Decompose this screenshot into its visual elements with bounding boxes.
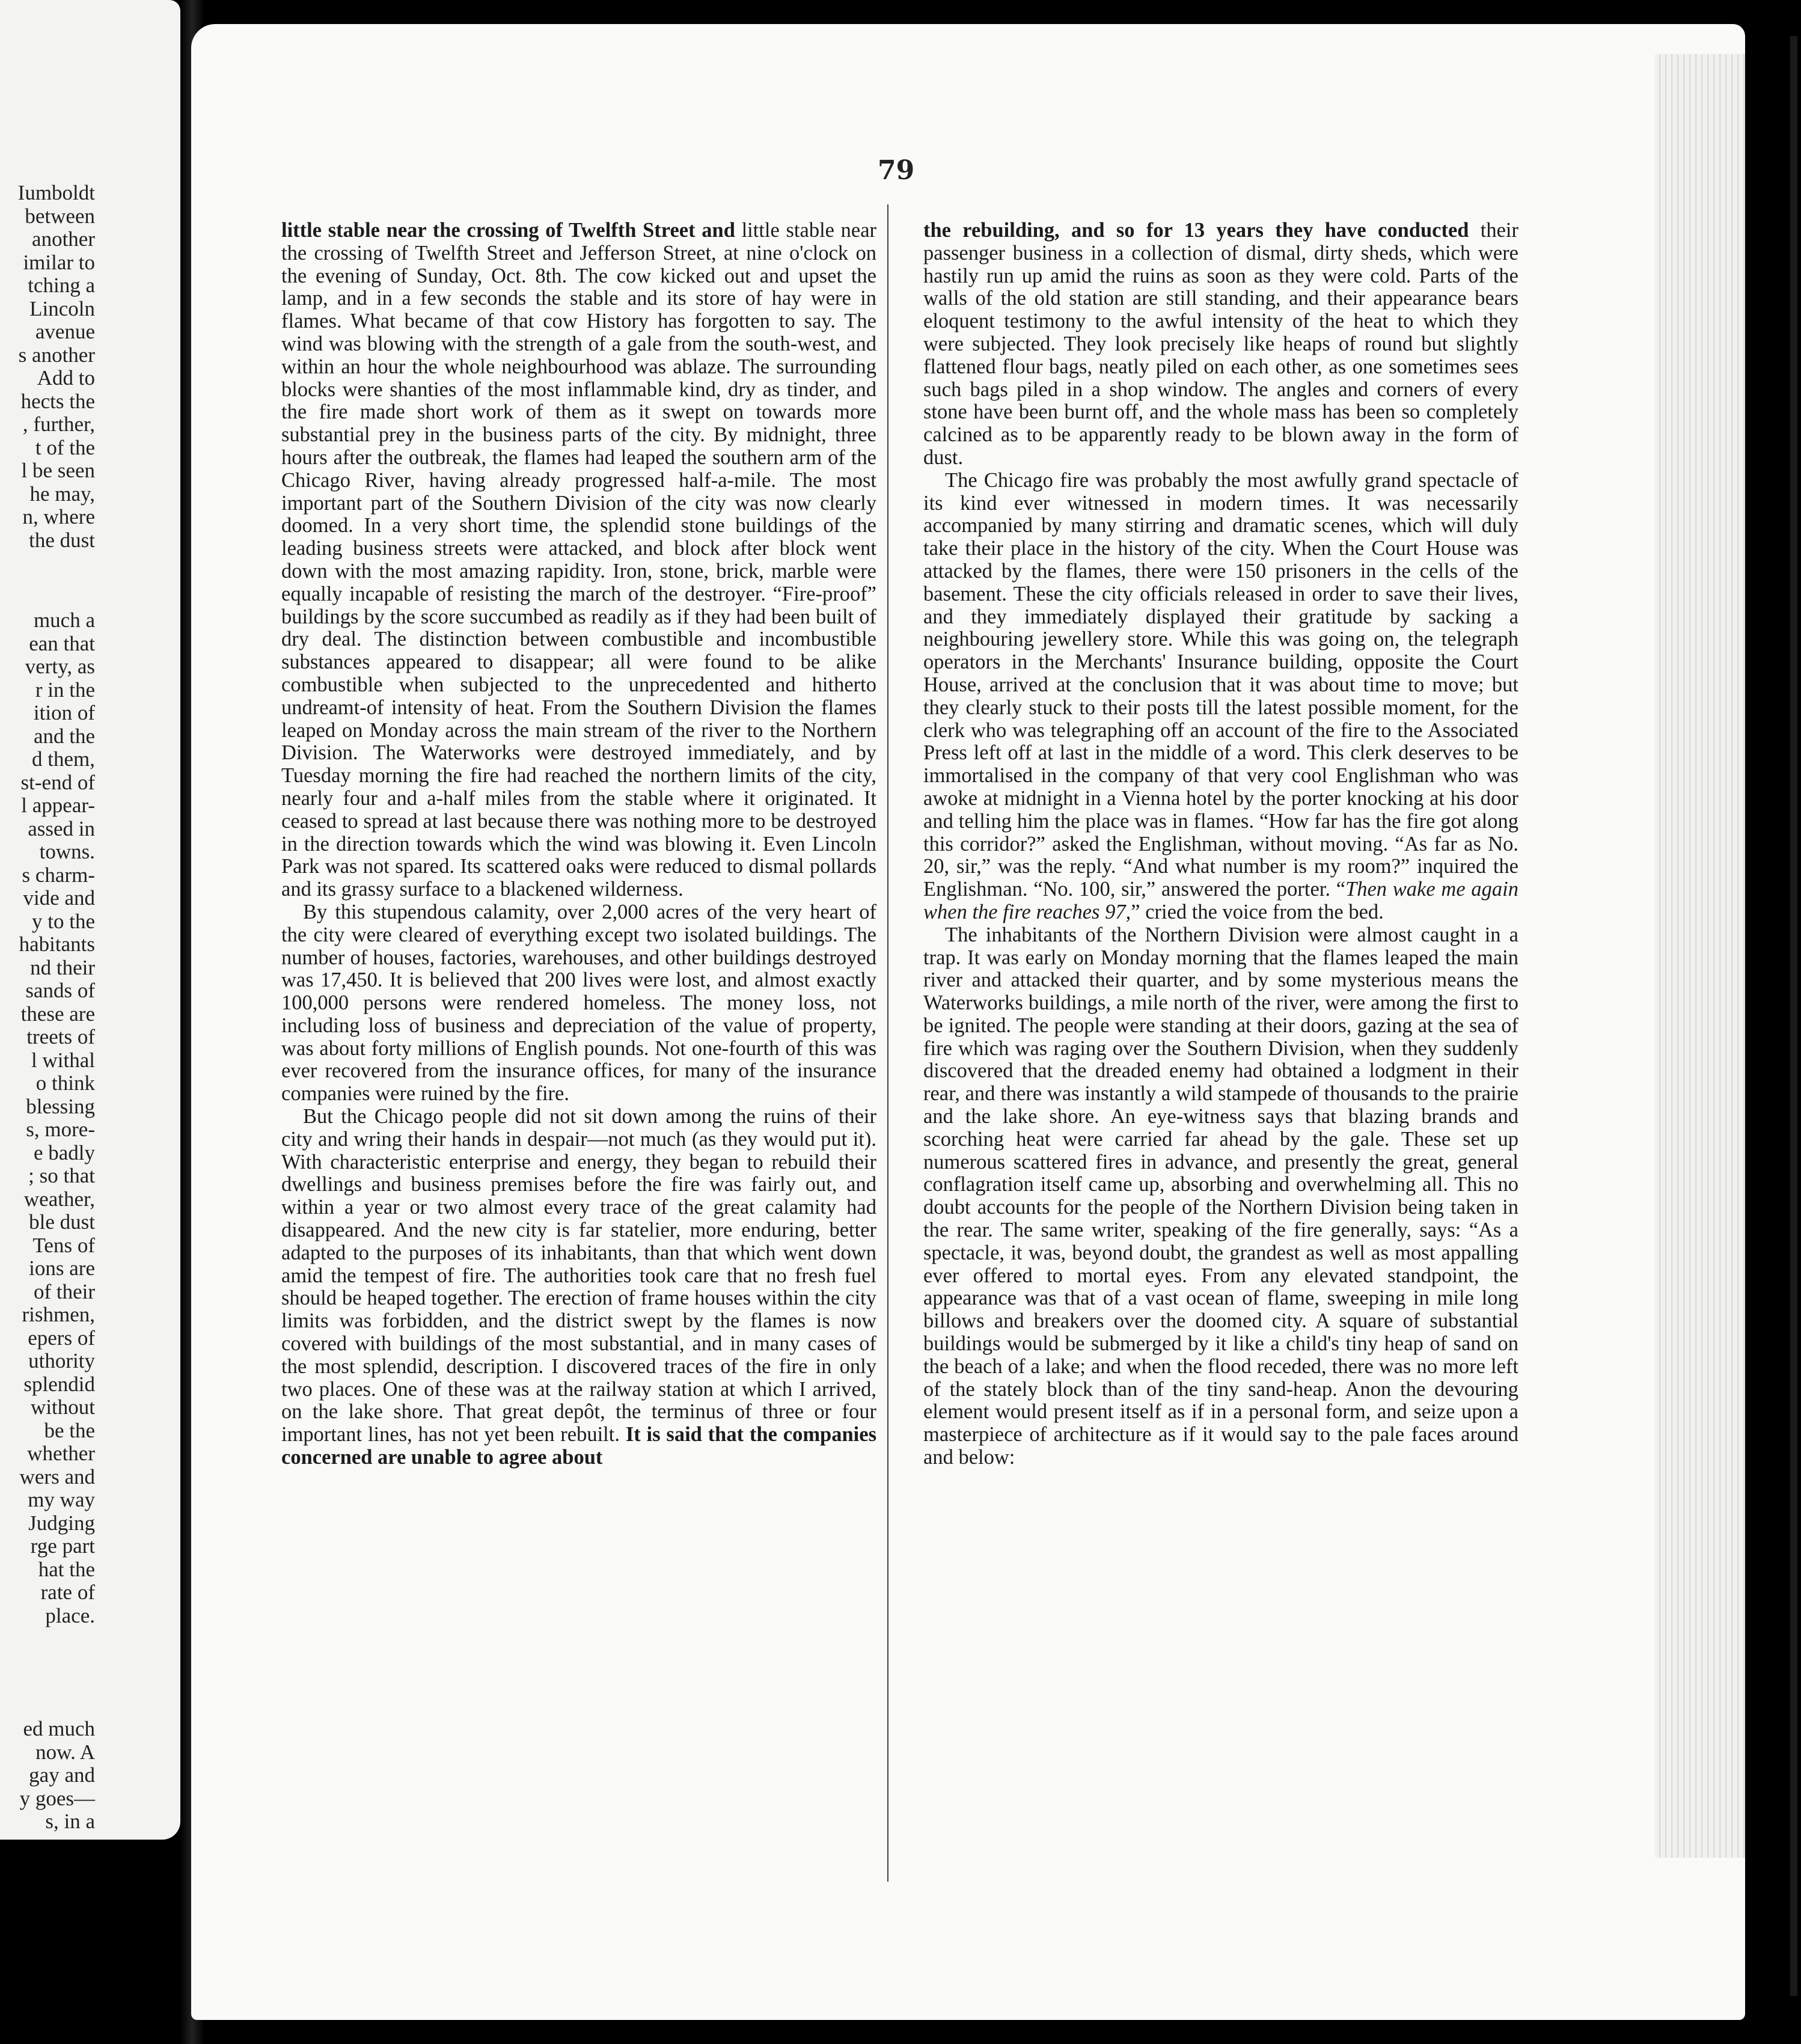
fragment-line: tching a — [28, 274, 95, 297]
fragment-line: Iumboldt — [17, 181, 95, 204]
fragment-line: ition of — [33, 701, 95, 724]
fragment-line: without — [31, 1395, 95, 1419]
paragraph-text: ” cried the voice from the bed. — [1131, 900, 1384, 923]
paragraph-text: But the Chicago people did not sit down among the ruins of their city and wring their hands in despair—not much (as they would put it). With characteristic enterprise and energy, they began to rebuild their dwellings and business premises before the fire was fairly out, and within a year or two almost every trace of the great calamity had disappeared. And the new city is far statelier, more enduring, better adapted to the purposes of its inhabitants, than that which went down amid the tempest of fire. The authorities took care that no fresh fuel should be heaped together. The erection of frame houses within the city limits was forbidden, and the district swept by the flames is now covered with buildings of the most substantial, and in many cases of the most splendid, description. I discovered traces of the fire in only two places. One of these was at the railway station at which I arrived, on the lake shore. That great depôt, the terminus of three or four important lines, has not yet been rebuilt. — [281, 1105, 876, 1446]
fragment-line: gay and — [29, 1763, 95, 1787]
fragment-line: ; so that — [28, 1164, 95, 1187]
fragment-line: epers of — [28, 1326, 95, 1350]
fragment-line: d them, — [32, 747, 95, 771]
paragraph-lead: the rebuilding, and so for 13 years they have conducted — [923, 219, 1469, 242]
fragment-line: l be seen — [21, 459, 95, 482]
fragment-line: s, more- — [26, 1118, 95, 1141]
fragment-line: t of the — [35, 435, 95, 459]
fragment-line: habitants — [19, 932, 95, 956]
left-page-text — [18, 182, 95, 1834]
page-stack-edge — [1655, 54, 1745, 1858]
fragment-line: uthority — [28, 1349, 95, 1372]
fragment-line: blessing — [26, 1094, 95, 1118]
fragment-line: o think — [35, 1071, 95, 1095]
left-page-fragment — [0, 0, 180, 1840]
fragment-line: splendid — [23, 1372, 95, 1396]
fragment-line: Lincoln — [29, 296, 95, 320]
fragment-line: imilar to — [23, 250, 95, 274]
fragment-line: hat the — [38, 1557, 95, 1581]
column-divider — [887, 204, 888, 1882]
fragment-line: n, where — [22, 505, 95, 528]
fragment-line: verty, as — [25, 655, 95, 678]
fragment-line: much a — [33, 608, 95, 632]
fragment-line: y goes— — [19, 1786, 95, 1810]
left-column — [281, 219, 876, 1867]
fragment-line: my way — [28, 1488, 95, 1511]
fragment-line: Tens of — [32, 1233, 95, 1257]
fragment-line: of their — [33, 1279, 95, 1303]
fragment-line: weather, — [23, 1187, 95, 1211]
fragment-line: ed much — [23, 1717, 95, 1740]
fragment-line: be the — [44, 1418, 95, 1442]
fragment-line: Judging — [28, 1511, 95, 1535]
page-number: 79 — [878, 155, 915, 186]
fragment-line: nd their — [30, 955, 95, 979]
fragment-line: ions are — [29, 1256, 95, 1280]
paragraph — [281, 1106, 876, 1469]
fragment-line: place. — [45, 1603, 95, 1627]
fragment-line: l appear- — [21, 794, 95, 817]
fragment-line: Add to — [37, 366, 95, 390]
fragment-line: avenue — [35, 320, 95, 343]
fragment-line: treets of — [26, 1025, 95, 1048]
fragment-line: s, in a — [45, 1810, 95, 1833]
fragment-line: ble dust — [29, 1210, 95, 1234]
main-page — [191, 24, 1745, 2020]
paragraph — [923, 470, 1518, 924]
fragment-line: assed in — [28, 816, 95, 840]
fragment-line: wers and — [19, 1464, 95, 1489]
paragraph-tail: It is said that the companies concerned are unable to agree about — [281, 1423, 876, 1469]
fragment-line: ean that — [29, 631, 95, 655]
paragraph — [923, 219, 1518, 470]
fragment-line: rishmen, — [22, 1303, 95, 1326]
fragment-line: y to the — [32, 909, 95, 933]
fragment-line: e badly — [33, 1140, 95, 1164]
fragment-line: s another — [18, 343, 95, 367]
paragraph-text: The Chicago fire was probably the most awfully grand spectacle of its kind ever witnessed in modern times. It was necessarily accompanied by many stirring and dramatic scenes, which will duly take their place in the history of the city. When the Court House was attacked by the flames, there were 150 prisoners in the cells of the basement. These the city officials released in order to save their lives, and they immediately displayed their gratitude by sacking a neighbouring jewellery store. While this was going on, the telegraph operators in the Merchants' Insurance building, opposite the Court House, arrived at the conclusion that it was about time to move; but they clearly stuck to their posts till the latest possible moment, for the clerk who was telegraphing off an account of the fire to the Associated Press left off at last in the middle of a word. This clerk deserves to be immortalised in the company of that very cool Englishman who was awoke at midnight in a Vienna hotel by the porter knocking at his door and telling him the place was in flames. “How far has the fire got along this corridor?” asked the Englishman, without moving. “As far as No. 20, sir,” was the reply. “And what number is my room?” inquired the Englishman. “No. 100, sir,” answered the porter. “ — [923, 468, 1518, 901]
fragment-line: between — [25, 204, 95, 228]
fragment-line: hects the — [20, 389, 95, 413]
fragment-gap — [18, 1627, 95, 1718]
fragment-line: rate of — [40, 1580, 95, 1604]
fragment-line: vide and — [23, 886, 95, 910]
fragment-line: l withal — [31, 1048, 95, 1072]
fragment-line: and the — [33, 724, 95, 748]
scrollbar[interactable] — [1790, 36, 1797, 1996]
fragment-line: these are — [20, 1002, 95, 1026]
fragment-line: now. A — [35, 1740, 95, 1764]
fragment-line: another — [32, 227, 95, 251]
fragment-line: st-end of — [20, 770, 95, 794]
fragment-line: towns. — [39, 840, 95, 863]
fragment-line: the dust — [29, 528, 95, 552]
fragment-line: whether — [27, 1442, 95, 1465]
paragraph-text: little stable near the crossing of Twelfth Street and Jefferson Street, at nine o'clock on the evening of Sunday, Oct. 8th. The cow kicked out and upset the lamp, and in a few seconds the stable and its store of hay were in flames. What became of that cow History has forgotten to say. The wind was blowing with the strength of a gale from the south-west, and within an hour the whole neighbourhood was ablaze. The surrounding blocks were shanties of the most inflammable kind, dry as tinder, and the fire made short work of them as it swept on towards more substantial prey in the business parts of the city. By midnight, three hours after the outbreak, the flames had leaped the southern arm of the Chicago River, having already progressed half-a-mile. The most important part of the Southern Division of the city was now clearly doomed. In a very short time, the splendid stone buildings of the leading business streets were attacked, and block after block went down with the most amazing rapidity. Iron, stone, brick, marble were equally incapable of resisting the march of the destroyer. “Fire-proof” buildings by the score succumbed as readily as if they had been built of dry deal. The distinction between combustible and incombustible substances appeared to disappear; all were found to be alike combustible when subjected to the unprecedented and hitherto undreamt-of intensity of heat. From the Southern Division the flames leaped on Monday across the main stream of the river to the Northern Division. The Waterworks were destroyed immediately, and by Tuesday morning the fire had reached the northern limits of the city, nearly four and a-half miles from the stable where it originated. It ceased to spread at last because there was nothing more to be destroyed in the direction towards which the wind was blowing it. Even Lincoln Park was not spared. Its scattered oaks were reduced to dismal pollards and its grassy surface to a blackened wilderness. — [281, 219, 876, 901]
fragment-line: r in the — [35, 678, 95, 702]
fragment-line: s charm- — [22, 863, 95, 887]
fragment-line: , further, — [22, 412, 95, 436]
paragraph: By this stupendous calamity, over 2,000 acres of the very heart of the city were cleared of everything except two isolated buildings. The number of houses, factories, warehouses, and other buildings destroyed was 17,450. It is believed that 200 lives were lost, and almost exactly 100,000 persons were rendered homeless. The money loss, not including loss of business and depreciation of the value of property, was about forty millions of English pounds. Not one-fourth of this was ever recovered from the insurance offices, for many of the insurance companies were ruined by the fire. — [281, 900, 876, 1106]
italic-quote: Then wake me again when the fire reaches 97, — [923, 878, 1518, 923]
paragraph-lead: little stable near the crossing of Twelfth Street and — [281, 219, 735, 242]
fragment-line: sands of — [25, 979, 95, 1002]
paragraph-text: their passenger business in a collection of dismal, dirty sheds, which were hastily run up amid the ruins as soon as they were cold. Parts of the walls of the old station are still standing, and their appearance bears eloquent testimony to the awful intensity of the heat to which they were subjected. They look precisely like heaps of round but slightly flattened flour bags, neatly piled on each other, as one sometimes sees such bags piled in a shop window. The angles and corners of every stone have been burnt off, and the whole mass has been so completely calcined as to be apparently ready to be blown away in the form of dust. — [923, 219, 1518, 469]
paragraph — [281, 219, 876, 901]
right-column — [923, 219, 1518, 1867]
fragment-gap — [18, 552, 95, 609]
fragment-line: he may, — [29, 482, 95, 506]
fragment-line: rge part — [30, 1534, 95, 1558]
paragraph: The inhabitants of the Northern Division were almost caught in a trap. It was early on Monday morning that the flames leaped the main river and attacked their quarter, and by some mysterious means the Waterworks buildings, a mile north of the river, were among the first to be ignited. The people were standing at their doors, gazing at the sea of fire which was raging over the Southern Division, when they suddenly discovered that the dreaded enemy had obtained a lodgment in their rear, and there was instantly a wild stampede of thousands to the prairie and the lake shore. An eye-witness says that blazing brands and scorching heat were carried far ahead by the gale. These set up numerous scattered fires in advance, and presently the great, general conflagration itself came up, absorbing and overwhelming all. This no doubt accounts for the people of the Northern Division being taken in the rear. The same writer, speaking of the fire generally, says: “As a spectacle, it was, beyond doubt, the grandest as well as most appalling ever offered to mortal eyes. From any elevated standpoint, the appearance was that of a vast ocean of flame, sweeping in mile long billows and breakers over the doomed city. A square of substantial buildings would be submerged by it like a child's tiny heap of sand on the beach of a lake; and when the flood receded, there was no more left of the stately block than of the tiny sand-heap. Anon the devouring element would present itself as if in a personal form, and seize upon a masterpiece of architecture as if it would say to the pale faces around and below: — [923, 923, 1518, 1469]
